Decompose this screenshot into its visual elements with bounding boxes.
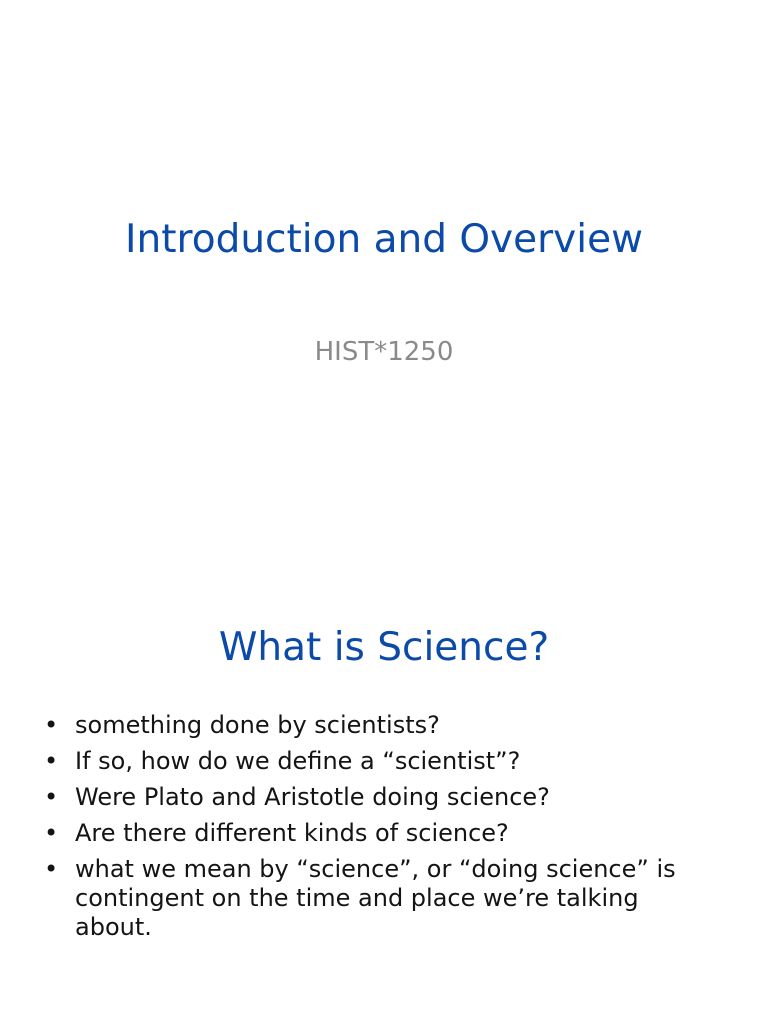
bullet-dot-icon: • (44, 783, 59, 811)
bullet-list (44, 711, 724, 942)
bullet-dot-icon: • (44, 747, 59, 775)
bullet-dot-icon: • (44, 855, 59, 883)
bullet-item (44, 783, 724, 812)
bullet-item (44, 711, 724, 740)
bullet-text-line-2: contingent on the time and place we’re talking (75, 884, 639, 912)
bullet-text-line-1: what we mean by “science”, or “doing science” is (75, 855, 676, 883)
bullet-text-line-3: about. (75, 913, 152, 941)
slide-heading: What is Science? (218, 625, 550, 670)
bullet-item (44, 819, 724, 848)
bullet-item (44, 855, 724, 942)
bullet-dot-icon: • (44, 819, 59, 847)
bullet-text: something done by scientists? (75, 711, 440, 739)
content-slide (0, 512, 768, 1024)
bullet-text: Are there different kinds of science? (75, 819, 509, 847)
bullet-dot-icon: • (44, 711, 59, 739)
bullet-text: Were Plato and Aristotle doing science? (75, 783, 550, 811)
bullet-text: If so, how do we define a “scientist”? (75, 747, 521, 775)
bullet-item (44, 747, 724, 776)
slide-subtitle: HIST*1250 (314, 337, 454, 367)
slide-title: Introduction and Overview (125, 217, 643, 262)
